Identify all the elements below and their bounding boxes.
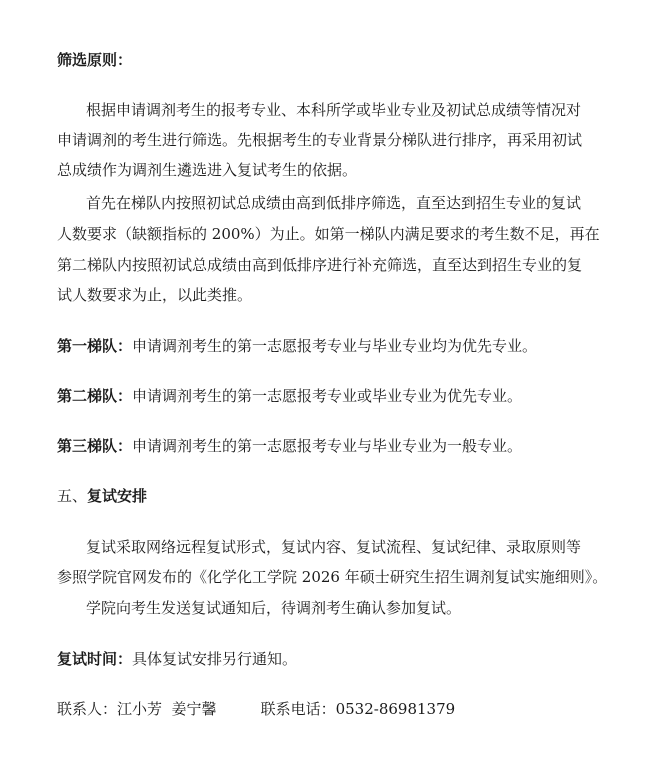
- retest-time-label: 复试时间：: [57, 650, 133, 668]
- screening-heading: 筛选原则：: [57, 51, 133, 69]
- screening-para2-line3: 第二梯队内按照初试总成绩由高到低排序进行补充筛选，直至达到招生专业的复: [57, 256, 583, 274]
- retest-time-text: 具体复试安排另行通知。: [132, 650, 298, 668]
- screening-para2-line2: 人数要求（缺额指标的 200%）为止。如第一梯队内满足要求的考生数不足，再在: [57, 225, 600, 243]
- contact-phone-label: 联系电话：: [260, 700, 336, 718]
- tier-2: [57, 386, 522, 406]
- retest-time: [57, 649, 297, 669]
- section5-heading: [57, 486, 147, 506]
- screening-para1-line2: 申请调剂的考生进行筛选。先根据考生的专业背景分梯队进行排序，再采用初试: [57, 131, 583, 149]
- tier-2-text: 申请调剂考生的第一志愿报考专业或毕业专业为优先专业。: [132, 387, 523, 405]
- tier-3-label: 第三梯队：: [57, 437, 133, 455]
- contact-person-label: 联系人：: [57, 700, 118, 718]
- contact-persons: 江小芳 姜宁馨: [117, 700, 217, 718]
- contact-line: [57, 699, 455, 719]
- screening-para1-line3: 总成绩作为调剂生遴选进入复试考生的依据。: [57, 161, 358, 179]
- section5-para1-line1: 复试采取网络远程复试形式，复试内容、复试流程、复试纪律、录取原则等: [86, 538, 582, 556]
- screening-para1-line1: 根据申请调剂考生的报考专业、本科所学或毕业专业及初试总成绩等情况对: [86, 101, 582, 119]
- tier-3: [57, 436, 522, 456]
- tier-3-text: 申请调剂考生的第一志愿报考专业与毕业专业为一般专业。: [132, 437, 523, 455]
- screening-para2-line1: 首先在梯队内按照初试总成绩由高到低排序筛选，直至达到招生专业的复试: [86, 194, 582, 212]
- tier-1-label: 第一梯队：: [57, 337, 133, 355]
- section5-heading-prefix: 五、: [57, 487, 88, 505]
- contact-phone: 0532-86981379: [335, 700, 456, 718]
- tier-1: [57, 336, 537, 356]
- section5-heading-title: 复试安排: [87, 487, 148, 505]
- tier-1-text: 申请调剂考生的第一志愿报考专业与毕业专业均为优先专业。: [132, 337, 538, 355]
- section5-para2: 学院向考生发送复试通知后，待调剂考生确认参加复试。: [86, 599, 462, 617]
- tier-2-label: 第二梯队：: [57, 387, 133, 405]
- screening-para2-line4: 试人数要求为止，以此类推。: [57, 286, 253, 304]
- section5-para1-line2: 参照学院官网发布的《化学化工学院 2026 年硕士研究生招生调剂复试实施细则》。: [57, 568, 608, 586]
